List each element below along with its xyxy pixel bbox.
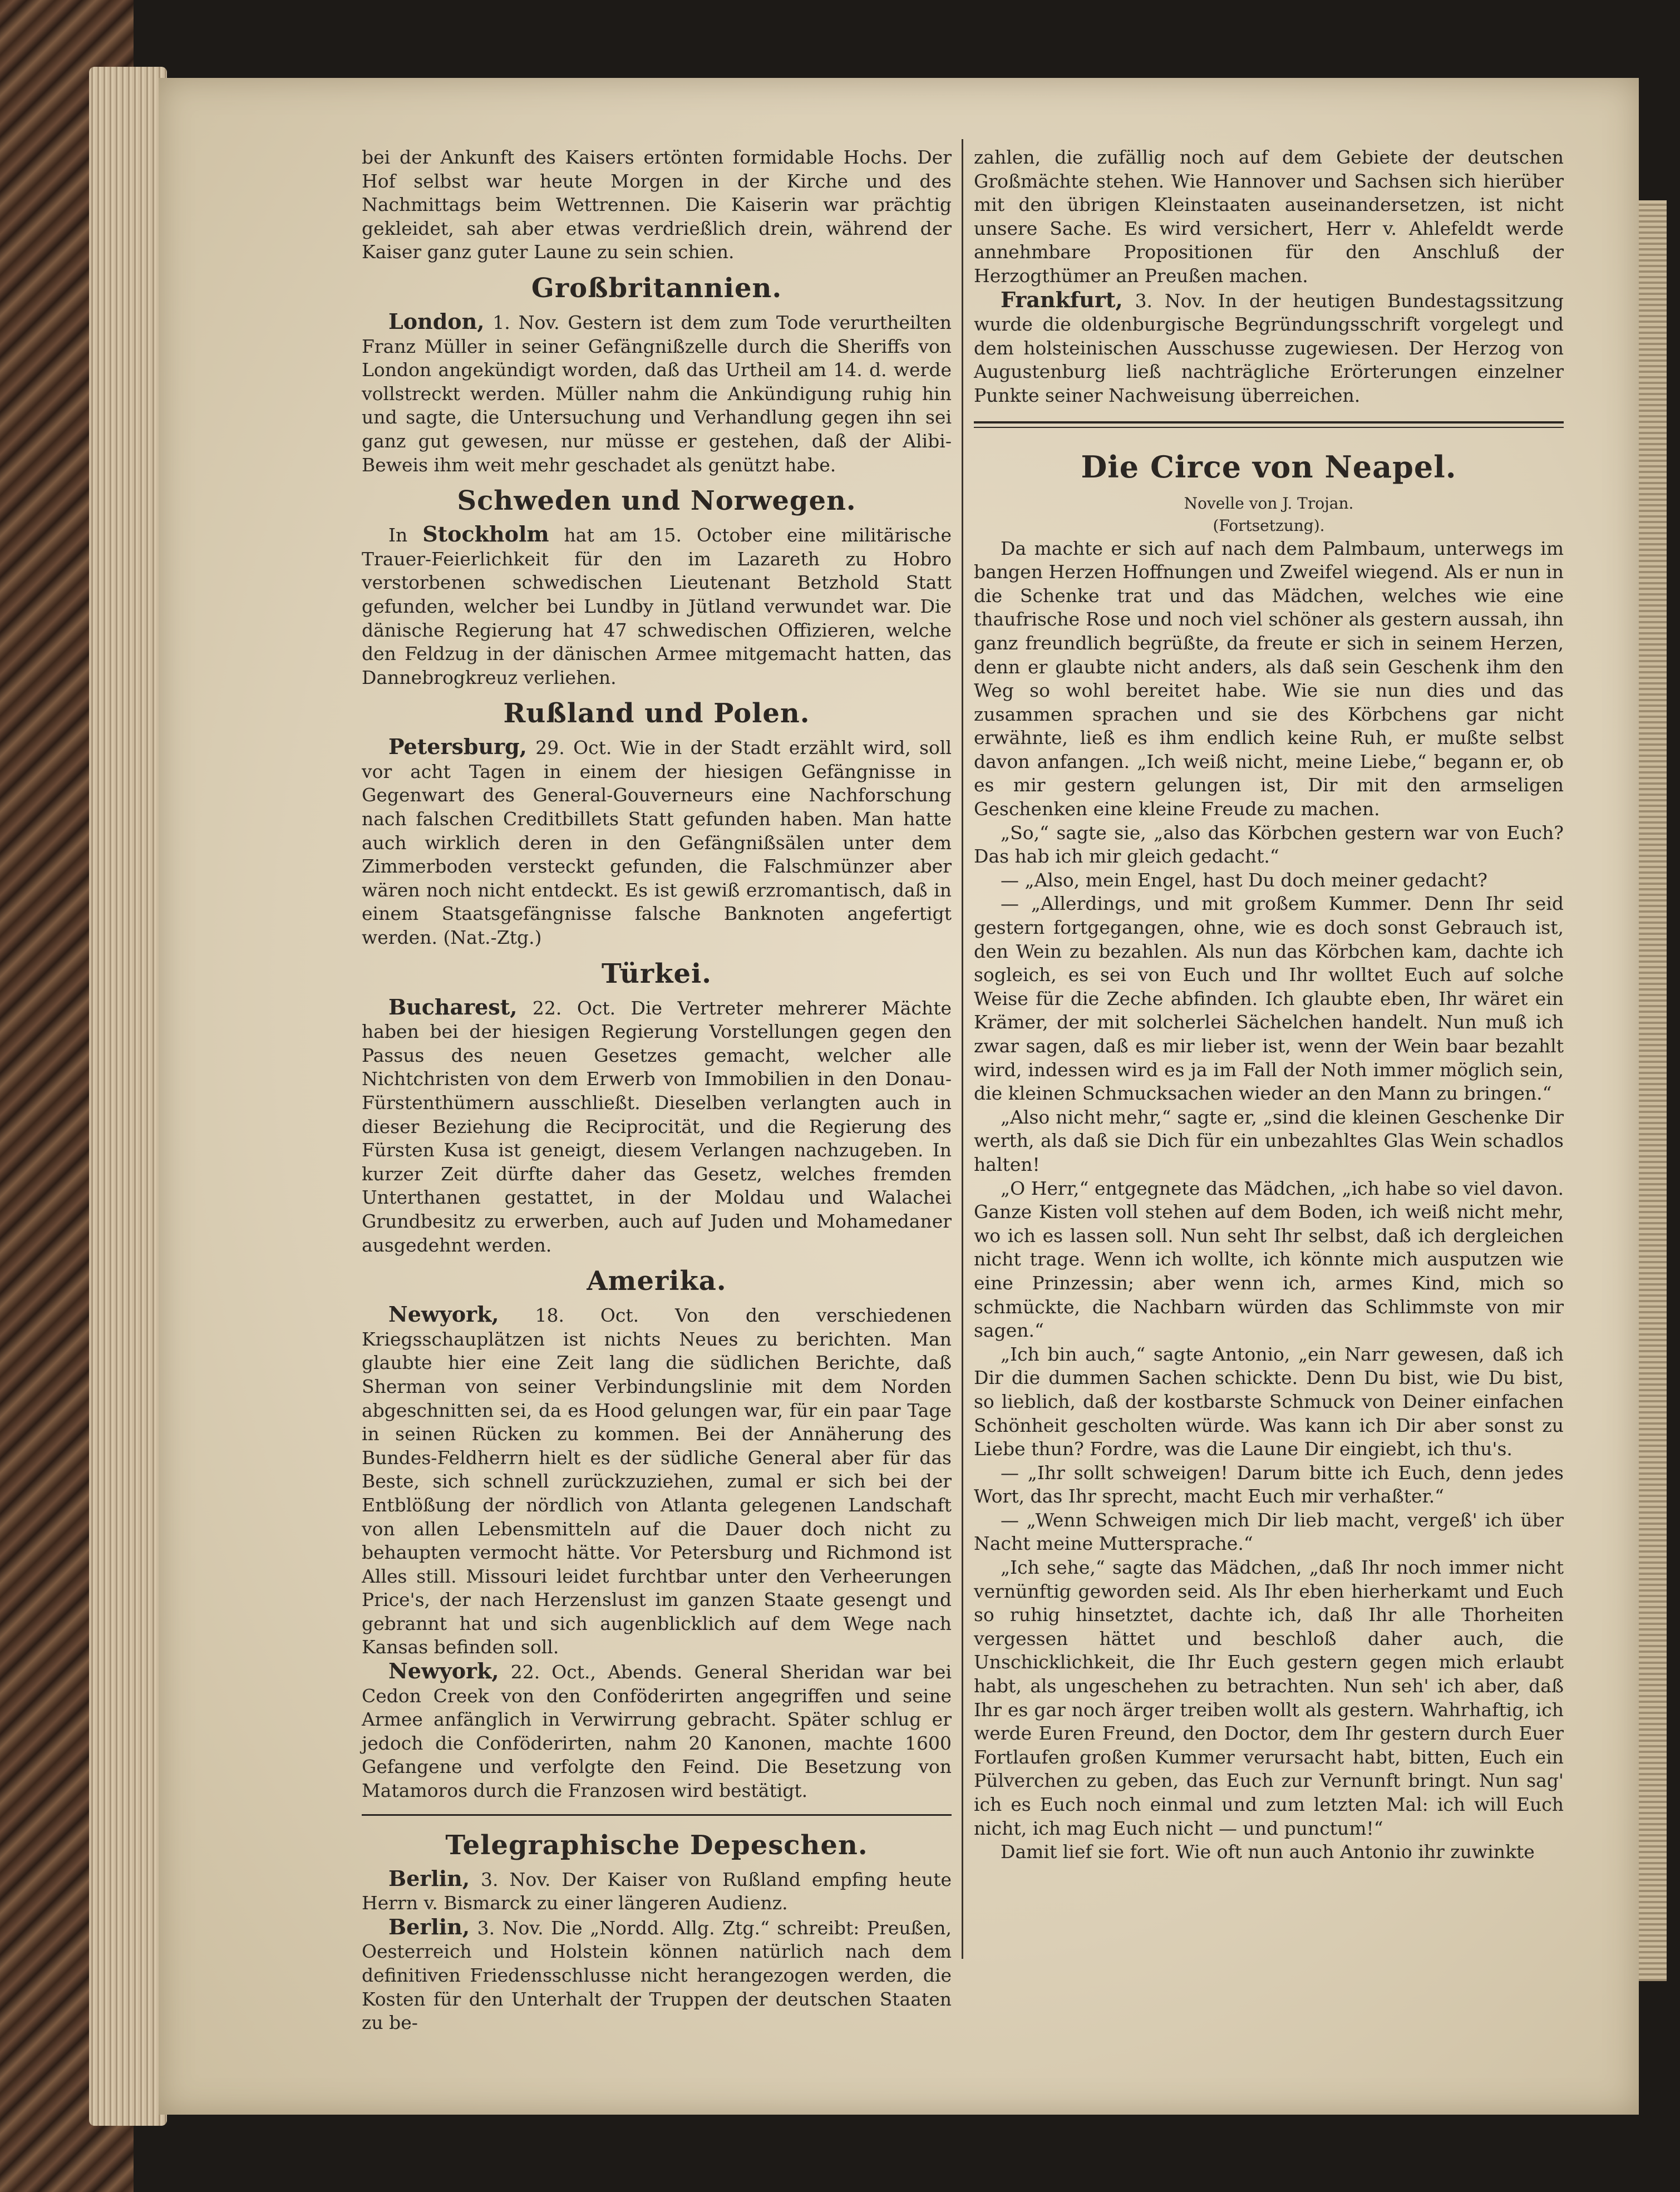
london-text: 1. Nov. Gestern ist dem zum Tode verurtheilten Franz Müller in seiner Gefängnißzelle durch die Sheriffs von London angekündigt worden, daß das Urtheil am 14. d. werde vollstreckt werden. Müller nahm die Ankündigung ruhig hin und sagte, die Untersuchung und Verhandlung gegen ihn sei ganz gut gewesen, nur müsse er gestehen, daß der Alibi-Beweis ihm weit mehr geschadet als genützt habe. <box>362 311 952 476</box>
intro-paragraph: bei der Ankunft des Kaisers ertönten formidable Hochs. Der Hof selbst war heute Morgen in der Kirche und des Nachmittags beim Wettrennen. Die Kaiserin war prächtig gekleidet, sah aber etwas verdrießlich drein, während der Kaiser ganz guter Laune zu sein schien. <box>362 146 952 263</box>
heading-amerika: Amerika. <box>587 1265 727 1297</box>
article-stockholm <box>362 523 952 689</box>
bucharest-text: 22. Oct. Die Vertreter mehrerer Mächte haben bei der hiesigen Regierung Vorstellungen gegen den Passus des neuen Gesetzes gemacht, welcher alle Nichtchristen von dem Erwerb von Immobilien in den Donau-Fürstenthümern ausschließt. Dieselben verlangten auch in dieser Beziehung die Reciprocität, und die Regierung des Fürsten Kusa ist geneigt, diesem Verlangen nachzugeben. In kurzer Zeit dürfte daher das Gesetz, welches fremden Unterthanen gestattet, in der Moldau und Walachei Grundbesitz zu erwerben, auch auf Juden und Mohamedaner ausgedehnt werden. <box>362 997 952 1256</box>
novel-title: Die Circe von Neapel. <box>1081 449 1457 485</box>
stockholm-text: hat am 15. October eine militärische Trauer-Feierlichkeit für den im Lazareth zu Hobro verstorbenen schwedischen Lieutenant Betzhold Statt gefunden, welcher bei Lundby in Jütland verwundet war. Die dänische Regierung hat 47 schwedischen Offizieren, welche den Feldzug in der dänischen Armee mitgemacht hatten, das Dannebrogkreuz verliehen. <box>362 524 952 688</box>
newyork1-text: 18. Oct. Von den verschiedenen Kriegsschauplätzen ist nichts Neues zu berichten. Man glaubte hier eine Zeit lang die südlichen Berichte, daß Sherman von seiner Verbindungslinie mit dem Norden abgeschnitten sei, da es Hood gelungen war, für ein paar Tage in seinen Rücken zu kommen. Bei der Annäherung des Bundes-Feldherrn hielt es der südliche General aber für das Beste, sich schnell zurückzuziehen, zumal er sich bei der Entblößung der nördlich von Atlanta gelegenen Landschaft von allen Lebensmitteln auf die Dauer doch nicht zu behaupten vermocht hätte. Vor Petersburg und Richmond ist Alles still. Missouri leidet furchtbar unter den Verheerungen Price's, der nach Herzenslust im ganzen Staate gesengt und gebrannt hat und sich augenblicklich auf dem Wege nach Kansas befinden soll. <box>362 1304 952 1658</box>
heading-grossbritannien: Großbritannien. <box>531 272 782 304</box>
novel-paragraph: „So,“ sagte sie, „also das Körbchen gestern war von Euch? Das hab ich mir gleich gedacht.“ <box>974 821 1564 868</box>
heading-tuerkei: Türkei. <box>602 958 712 989</box>
place-london: London, <box>388 308 485 334</box>
heading-russland-polen: Rußland und Polen. <box>503 698 810 730</box>
article-frankfurt <box>974 288 1564 408</box>
novel-paragraph: — „Ihr sollt schweigen! Darum bitte ich Euch, denn jedes Wort, das Ihr sprecht, macht Euch mir verhaßter.“ <box>974 1461 1564 1508</box>
berlin1-text: 3. Nov. Der Kaiser von Rußland empfing heute Herrn v. Bismarck zu einer längeren Audienz. <box>362 1868 952 1914</box>
novel-paragraph: — „Allerdings, und mit großem Kummer. Denn Ihr seid gestern fortgegangen, ohne, wie es doch sonst Gebrauch ist, den Wein zu bezahlen. Als nun das Körbchen kam, dachte ich sogleich, es sei von Euch und Ihr wolltet Euch auf solche Weise für die Zeche abfinden. Ich glaubte eben, Ihr wäret ein Krämer, der mit solcherlei Sächelchen handelt. Nun muß ich zwar sagen, daß es mir lieber ist, wenn der Wein baar bezahlt wird, indessen wird es ja im Fall der Noth immer möglich sein, die kleinen Schmucksachen wieder an den Mann zu bringen.“ <box>974 893 1564 1105</box>
place-newyork-1: Newyork, <box>388 1302 499 1327</box>
novel-paragraph: Da machte er sich auf nach dem Palmbaum, unterwegs im bangen Herzen Hoffnungen und Zweifel wiegend. Als er nun in die Schenke trat und das Mädchen, welches wie eine thaufrische Rose und noch viel schöner als gestern aussah, ihn ganz freundlich begrüßte, da freute er sich in seinem Herzen, denn er glaubte nicht anders, als daß sein Geschenk ihm den Weg so wohl bereitet habe. Wie sie nun dies und das zusammen sprachen und sie des Körbchens gar nicht erwähnte, ließ es ihm endlich keine Ruh, er mußte selbst davon anfangen. „Ich weiß nicht, meine Liebe,“ begann er, ob es mir gestern gelungen ist, Dir mit den armseligen Geschenken eine kleine Freude zu machen. <box>974 537 1564 820</box>
novel-paragraph: — „Wenn Schweigen mich Dir lieb macht, vergeß' ich über Nacht meine Muttersprache.“ <box>974 1509 1564 1555</box>
article-newyork-1 <box>362 1303 952 1659</box>
article-berlin-2 <box>362 1915 952 2035</box>
novel-continuation: (Fortsetzung). <box>1213 516 1325 535</box>
place-stockholm: Stockholm <box>422 521 549 547</box>
novel-author: Novelle von J. Trojan. <box>1184 494 1354 513</box>
novel-paragraph: „Also nicht mehr,“ sagte er, „sind die kleinen Geschenke Dir werth, als daß sie Dich für ein unbezahltes Glas Wein schadlos halten! <box>974 1106 1564 1175</box>
feuilleton-divider <box>974 421 1564 428</box>
petersburg-text: 29. Oct. Wie in der Stadt erzählt wird, soll vor acht Tagen in einem der hiesigen Gefängnisse in Gegenwart des General-Gouverneurs eine Nachforschung nach falschen Creditbillets Statt gefunden haben. Man hatte auch wirklich deren in den Gefängnißsälen unter dem Zimmerboden versteckt gefunden, die Falschmünzer aber wären noch nicht entdeckt. Es ist gewiß erzromantisch, daß in einem Staatsgefängnisse falsche Banknoten angefertigt werden. (Nat.-Ztg.) <box>362 737 952 949</box>
page-edges <box>89 67 167 2126</box>
stockholm-pre: In <box>388 524 423 546</box>
novel-paragraph: Damit lief sie fort. Wie oft nun auch Antonio ihr zuwinkte <box>1001 1841 1535 1863</box>
place-petersburg: Petersburg, <box>388 734 527 760</box>
heading-telegraphische-depeschen: Telegraphische Depeschen. <box>445 1829 868 1861</box>
article-london <box>362 310 952 477</box>
place-bucharest: Bucharest, <box>388 994 518 1019</box>
berlin2-text: 3. Nov. Die „Nordd. Allg. Ztg.“ schreibt: Preußen, Oesterreich und Holstein können natürlich nach dem definitiven Friedensschlusse nicht herangezogen werden, die Kosten für den Unterhalt der Truppen der deutschen Staaten zu be- <box>362 1917 952 2034</box>
place-frankfurt: Frankfurt, <box>1001 287 1123 312</box>
section-divider <box>362 1814 952 1816</box>
novel-paragraph: „O Herr,“ entgegnete das Mädchen, „ich habe so viel davon. Ganze Kisten voll stehen auf dem Boden, ich weiß nicht mehr, wo ich es lassen soll. Nun seht Ihr selbst, daß ich dergleichen nicht trage. Wenn ich wollte, ich könnte mich ausputzen wie eine Prinzessin; aber wenn ich, armes Kind, mich so schmückte, die Nachbarn würden das Schlimmste von mir sagen.“ <box>974 1177 1564 1342</box>
right-column <box>974 146 1564 1864</box>
place-newyork-2: Newyork, <box>388 1658 499 1684</box>
article-bucharest <box>362 996 952 1258</box>
article-berlin-1 <box>362 1867 952 1915</box>
right-page-edges <box>1639 200 1667 1981</box>
heading-schweden-norwegen: Schweden und Norwegen. <box>457 485 856 517</box>
article-newyork-2 <box>362 1659 952 1803</box>
column-rule <box>962 139 963 1959</box>
frankfurt-text: 3. Nov. In der heutigen Bundestagssitzung wurde die oldenburgische Begründungsschrift vorgelegt und dem holsteinischen Ausschusse zugewiesen. Der Herzog von Augustenburg ließ nachträgliche Erörterungen einzelner Punkte seiner Nachweisung überreichen. <box>974 289 1564 406</box>
novel-paragraph: — „Also, mein Engel, hast Du doch meiner gedacht? <box>1001 869 1487 891</box>
newyork2-text: 22. Oct., Abends. General Sheridan war bei Cedon Creek von den Conföderirten angegriffen und seine Armee anfänglich in Verwirrung gebracht. Später schlug er jedoch die Conföderirten, nahm 20 Kanonen, machte 1600 Gefangene und verfolgte den Feind. Die Besetzung von Matamoros durch die Franzosen wird bestätigt. <box>362 1661 952 1802</box>
article-petersburg <box>362 735 952 949</box>
place-berlin-1: Berlin, <box>388 1865 470 1891</box>
novel-paragraph: „Ich bin auch,“ sagte Antonio, „ein Narr gewesen, daß ich Dir die dummen Sachen schickte. Denn Du bist, wie Du bist, so lieblich, daß der kostbarste Schmuck von Deiner einfachen Schönheit gescholten würde. Was kann ich Dir aber sonst zu Liebe thun? Fordre, was die Laune Dir eingiebt, ich thu's. <box>974 1343 1564 1460</box>
novel-paragraph: „Ich sehe,“ sagte das Mädchen, „daß Ihr noch immer nicht vernünftig geworden seid. Als Ihr eben hierherkamt und Euch so ruhig hinsetztet, dachte ich, daß Ihr alle Thorheiten vergessen hättet und beschloß daher auch, die Unschicklichkeit, die Ihr Euch gestern gegen mich erlaubt habt, als ungeschehen zu betrachten. Nun seh' ich aber, daß Ihr es gar noch ärger treiben wollt als gestern. Wahrhaftig, ich werde Euren Freund, den Doctor, dem Ihr gestern durch Euer Fortlaufen großen Kummer verursacht habt, bitten, Euch ein Pülverchen zu geben, das Euch zur Vernunft bringt. Nun sag' ich es Euch noch einmal und zum letzten Mal: ich will Euch nicht, ich mag Euch nicht — und punctum!“ <box>974 1556 1564 1839</box>
left-column <box>362 146 952 2035</box>
continuation-paragraph: zahlen, die zufällig noch auf dem Gebiete der deutschen Großmächte stehen. Wie Hannover und Sachsen sich hierüber mit den übrigen Kleinstaaten auseinandersetzen, ist nicht unsere Sache. Es wird versichert, Herr v. Ahlefeldt werde annehmbare Propositionen für den Anschluß der Herzogthümer an Preußen machen. <box>974 146 1564 287</box>
place-berlin-2: Berlin, <box>388 1914 470 1939</box>
